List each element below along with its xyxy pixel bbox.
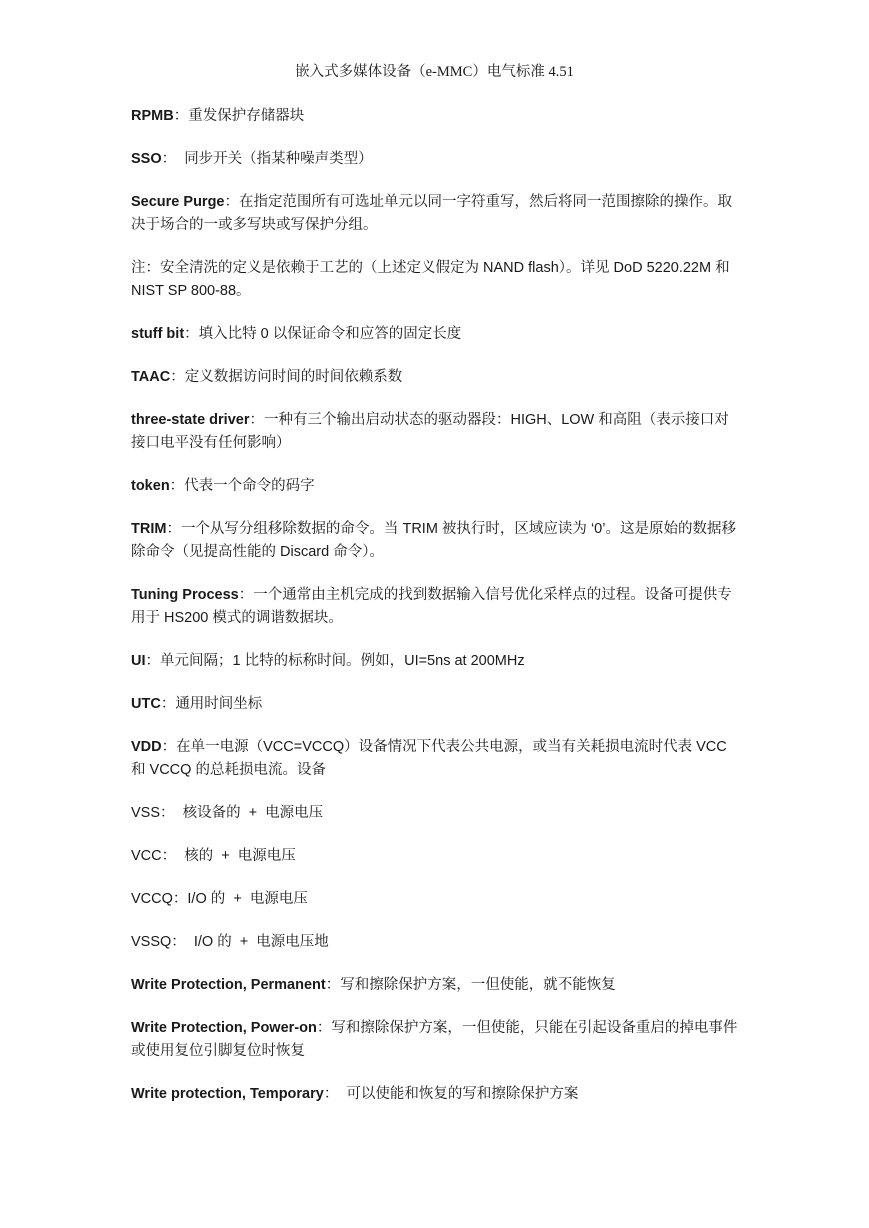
term: TAAC — [131, 369, 171, 385]
page-header: 嵌入式多媒体设备（e-MMC）电气标准 4.51 — [295, 64, 574, 80]
glossary-entry-sso — [131, 148, 743, 171]
glossary-entry-three-state-driver — [131, 409, 743, 455]
glossary-entry-ui — [131, 650, 743, 673]
definition: 在单一电源（VCC=VCCQ）设备情况下代表公共电源，或当有关耗损电流时代表 VCC 和 VCCQ 的总耗损电流。设备 — [131, 739, 727, 778]
glossary-entry-vdd — [131, 736, 743, 782]
definition: 填入比特 0 以保证命令和应答的固定长度 — [198, 326, 462, 342]
glossary-list — [131, 105, 743, 1126]
separator: ： — [323, 1086, 347, 1102]
glossary-entry-vss — [131, 802, 743, 825]
definition: 一个从写分组移除数据的命令。当 TRIM 被执行时，区域应读为 ‘0’。这是原始的数据移除命令（见提高性能的 Discard 命令）。 — [131, 521, 736, 560]
glossary-entry-secure-purge — [131, 191, 743, 237]
definition: I/O 的 + 电源电压地 — [193, 934, 329, 950]
glossary-entry-vccq — [131, 888, 743, 911]
note-text: 注：安全清洗的定义是依赖于工艺的（上述定义假定为 NAND flash）。详见 DoD 5220.22M 和 NIST SP 800-88。 — [131, 260, 730, 299]
separator: ： — [173, 108, 189, 124]
glossary-entry-vcc — [131, 845, 743, 868]
separator: ： — [161, 739, 177, 755]
definition: 通用时间坐标 — [175, 696, 263, 712]
term: Write Protection, Permanent — [131, 977, 326, 993]
separator: ： — [166, 521, 181, 537]
separator: ： — [170, 369, 185, 385]
separator: ： — [145, 653, 160, 669]
term: three-state driver — [131, 412, 250, 428]
separator: ： — [160, 696, 176, 712]
term: SSO — [131, 151, 162, 167]
glossary-entry-utc — [131, 693, 743, 716]
separator: ： — [249, 412, 264, 428]
glossary-note — [131, 257, 743, 303]
term: RPMB — [131, 108, 174, 124]
definition: 写和擦除保护方案，一但使能，只能在引起设备重启的掉电事件或使用复位引脚复位时恢复 — [131, 1020, 738, 1059]
definition: 单元间隔；1 比特的标称时间。例如，UI=5ns at 200MHz — [160, 653, 525, 669]
separator: ： — [238, 587, 254, 603]
glossary-entry-stuff-bit — [131, 323, 743, 346]
separator: ： — [171, 934, 194, 950]
term: token — [131, 478, 170, 494]
term: UTC — [131, 696, 161, 712]
definition: 核的 + 电源电压 — [184, 848, 296, 864]
term: Tuning Process — [131, 587, 239, 603]
definition: 可以使能和恢复的写和擦除保护方案 — [346, 1086, 579, 1102]
glossary-entry-write-protection-power-on — [131, 1017, 743, 1063]
term: VSS — [131, 805, 161, 821]
definition: 重发保护存储器块 — [188, 108, 305, 124]
term: VCC — [131, 848, 162, 864]
separator: ： — [161, 848, 185, 864]
definition: 一个通常由主机完成的找到数据输入信号优化采样点的过程。设备可提供专用于 HS200 模式的调谐数据块。 — [131, 587, 732, 626]
term: TRIM — [131, 521, 167, 537]
term: stuff bit — [131, 326, 185, 342]
separator: ： — [161, 151, 185, 167]
glossary-entry-tuning-process — [131, 584, 743, 630]
definition: I/O 的 + 电源电压 — [187, 891, 308, 907]
term: Write protection, Temporary — [131, 1086, 324, 1102]
term: Write Protection, Power-on — [131, 1020, 317, 1036]
definition: 定义数据访问时间的时间依赖系数 — [184, 369, 403, 385]
glossary-entry-rpmb — [131, 105, 743, 128]
glossary-entry-token — [131, 475, 743, 498]
glossary-entry-write-protection-permanent — [131, 974, 743, 997]
term: Secure Purge — [131, 194, 225, 210]
definition: 核设备的 + 电源电压 — [182, 805, 324, 821]
definition: 一种有三个输出启动状态的驱动器段：HIGH、LOW 和高阻（表示接口对接口电平没有任何影响） — [131, 412, 729, 451]
separator: ： — [224, 194, 239, 210]
separator: ： — [172, 891, 188, 907]
term: VCCQ — [131, 891, 173, 907]
term: VDD — [131, 739, 162, 755]
separator: ： — [184, 326, 199, 342]
definition: 写和擦除保护方案，一但使能，就不能恢复 — [340, 977, 616, 993]
term: VSSQ — [131, 934, 172, 950]
glossary-entry-vssq — [131, 931, 743, 954]
glossary-entry-write-protection-temporary — [131, 1083, 743, 1106]
definition: 在指定范围所有可选址单元以同一字符重写，然后将同一范围擦除的操作。取决于场合的一或多写块或写保护分组。 — [131, 194, 732, 233]
separator: ： — [316, 1020, 332, 1036]
definition: 同步开关（指某种噪声类型） — [184, 151, 373, 167]
separator: ： — [325, 977, 341, 993]
glossary-entry-taac — [131, 366, 743, 389]
term: UI — [131, 653, 146, 669]
glossary-entry-trim — [131, 518, 743, 564]
separator: ： — [169, 478, 185, 494]
definition: 代表一个命令的码字 — [184, 478, 315, 494]
separator: ： — [160, 805, 183, 821]
